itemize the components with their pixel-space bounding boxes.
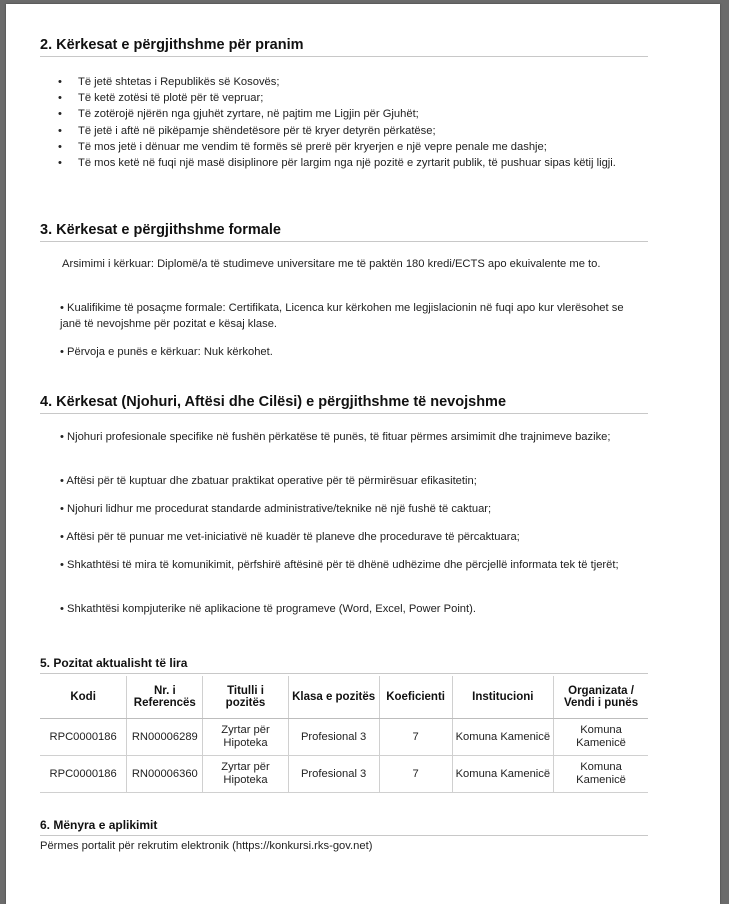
list-item: • Aftësi për të punuar me vet-iniciativë në kuadër të planeve dhe procedurave të përcaktuara; (60, 531, 520, 543)
cell-reference: RN00006360 (127, 756, 203, 793)
cell-institution: Komuna Kamenicë (452, 719, 554, 756)
header-title: Titulli i pozitës (203, 676, 288, 719)
cell-code: RPC0000186 (40, 756, 127, 793)
cell-class: Profesional 3 (288, 719, 379, 756)
header-organization: Organizata / Vendi i punës (554, 676, 648, 719)
cell-reference: RN00006289 (127, 719, 203, 756)
table-header-row (40, 676, 648, 719)
section-3-heading: 3. Kërkesat e përgjithshme formale (40, 222, 648, 242)
cell-code: RPC0000186 (40, 719, 127, 756)
list-item: • Njohuri lidhur me procedurat standarde administrative/teknike në një fushë të caktuar; (60, 503, 492, 515)
list-item: • Të jetë shtetas i Republikës së Kosovës; (58, 74, 638, 90)
list-item: • Të ketë zotësi të plotë për të vepruar; (58, 90, 638, 106)
section-3-qualifications: • Kualifikime të posaçme formale: Certifikata, Licenca kur kërkohen me legjislacionin në fuqi apo kur vlerësohet se janë të nevojshme për pozitat e kësaj klase. (60, 302, 624, 330)
cell-organization: Komuna Kamenicë (554, 719, 648, 756)
application-method-text: Përmes portalit për rekrutim elektronik (https://konkursi.rks-gov.net) (40, 840, 373, 852)
document-page (6, 4, 720, 904)
list-item: • Të zotërojë njërën nga gjuhët zyrtare, në pajtim me Ligjin për Gjuhët; (58, 106, 638, 122)
header-coefficient: Koeficienti (379, 676, 452, 719)
table-row (40, 756, 648, 793)
section-3-experience: • Përvoja e punës e kërkuar: Nuk kërkohet. (60, 346, 273, 358)
header-class: Klasa e pozitës (288, 676, 379, 719)
positions-table (40, 676, 648, 793)
list-item: • Shkathtësi kompjuterike në aplikacione të programeve (Word, Excel, Power Point). (60, 603, 476, 615)
list-item: • Aftësi për të kuptuar dhe zbatuar praktikat operative për të përmirësuar efikasitetin; (60, 475, 477, 487)
cell-organization: Komuna Kamenicë (554, 756, 648, 793)
list-item: • Të mos ketë në fuqi një masë disiplinore për largim nga një pozitë e zyrtarit publik, të pushuar sipas këtij ligji. (58, 155, 638, 171)
list-item: • Të mos jetë i dënuar me vendim të formës së prerë për kryerjen e një vepre penale me dashje; (58, 139, 638, 155)
section-2-list (58, 74, 638, 171)
section-5-heading: 5. Pozitat aktualisht të lira (40, 656, 648, 674)
list-item: • Njohuri profesionale specifike në fushën përkatëse të punës, të fituar përmes arsimimit dhe trajnimeve bazike; (60, 431, 611, 443)
section-3-education: Arsimimi i kërkuar: Diplomë/a të studimeve universitare me të paktën 180 kredi/ECTS apo ekuivalente me to. (62, 258, 601, 270)
cell-title: Zyrtar për Hipoteka (203, 756, 288, 793)
header-reference: Nr. i Referencës (127, 676, 203, 719)
cell-class: Profesional 3 (288, 756, 379, 793)
section-6-heading: 6. Mënyra e aplikimit (40, 818, 648, 836)
cell-title: Zyrtar për Hipoteka (203, 719, 288, 756)
list-item: • Të jetë i aftë në pikëpamje shëndetësore për të kryer detyrën përkatëse; (58, 123, 638, 139)
cell-coefficient: 7 (379, 719, 452, 756)
list-item: • Shkathtësi të mira të komunikimit, përfshirë aftësinë për të dhënë udhëzime dhe përcjellë informata tek të tjerët; (60, 559, 619, 571)
header-kodi: Kodi (40, 676, 127, 719)
section-2-heading: 2. Kërkesat e përgjithshme për pranim (40, 37, 648, 57)
header-institution: Institucioni (452, 676, 554, 719)
table-row (40, 719, 648, 756)
cell-coefficient: 7 (379, 756, 452, 793)
cell-institution: Komuna Kamenicë (452, 756, 554, 793)
section-4-heading: 4. Kërkesat (Njohuri, Aftësi dhe Cilësi) e përgjithshme të nevojshme (40, 394, 648, 414)
